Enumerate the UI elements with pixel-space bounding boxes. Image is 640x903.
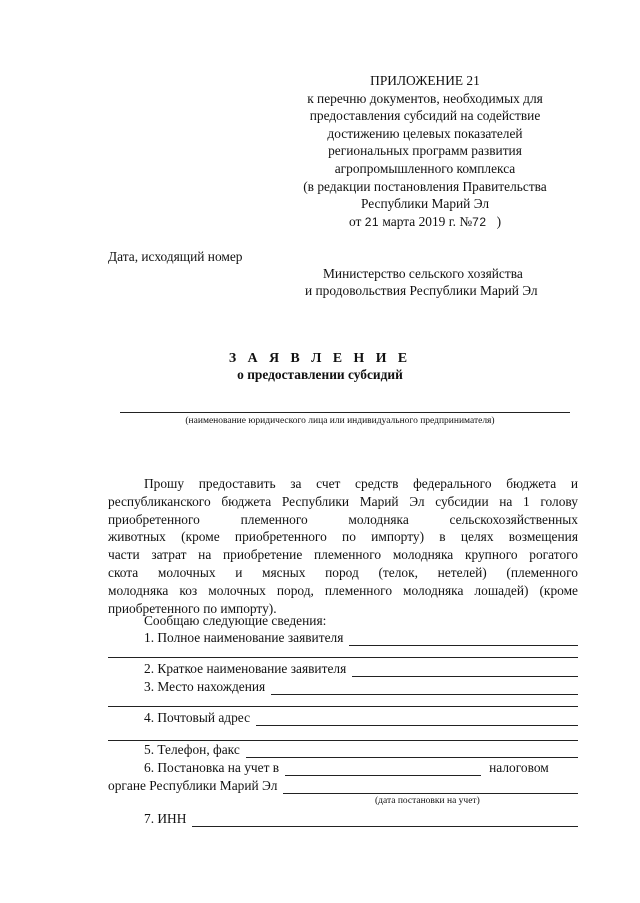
- field-postal-address: [144, 710, 578, 726]
- recipient-line-2: и продовольствия Республики Марий Эл: [305, 283, 538, 298]
- paragraph-line: приобретенного племенного молодняка сельскохозяйственных: [108, 511, 578, 527]
- date-number-label: Дата, исходящий номер: [108, 249, 243, 264]
- field-phone-fax: [144, 742, 578, 758]
- field-location: [144, 679, 578, 695]
- field-short-name: [144, 661, 578, 677]
- resolution-number: 72: [472, 214, 487, 229]
- field-location-continuation[interactable]: [108, 706, 578, 707]
- field-inn-label: 7. ИНН: [144, 811, 187, 826]
- field-tax-registration: [144, 760, 578, 776]
- field-phone-fax-label: 5. Телефон, факс: [144, 742, 240, 757]
- paragraph-line: скота молочных и мясных пород (телок, нетелей) (племенного: [108, 564, 578, 580]
- field-full-name: [144, 630, 578, 646]
- appendix-line: к перечню документов, необходимых для: [307, 90, 543, 106]
- field-tax-authority-label: органе Республики Марий Эл: [108, 778, 278, 793]
- date-day: 21: [364, 214, 380, 229]
- tax-registration-date-caption: (дата постановки на учет): [375, 796, 480, 806]
- appendix-line: предоставления субсидий на содействие: [309, 108, 541, 124]
- request-paragraph: [108, 475, 578, 617]
- appendix-line: региональных программ развития: [328, 143, 522, 159]
- appendix-line: Республики Марий Эл: [360, 196, 490, 212]
- paragraph-line: части затрат на приобретение племенного молодняка крупного рогатого: [108, 547, 578, 563]
- appendix-line: достижению целевых показателей: [327, 125, 523, 141]
- recipient-line-1: Министерство сельского хозяйства: [323, 266, 523, 281]
- appendix-line: (в редакции постановления Правительства: [303, 178, 547, 194]
- field-postal-address-input[interactable]: [256, 713, 578, 726]
- field-full-name-label: 1. Полное наименование заявителя: [144, 630, 344, 645]
- field-tax-registration-input[interactable]: [285, 763, 481, 776]
- field-phone-fax-input[interactable]: [246, 745, 578, 758]
- appendix-title: ПРИЛОЖЕНИЕ 21: [370, 73, 480, 88]
- document-subtitle: о предоставлении субсидий: [237, 367, 403, 382]
- paragraph-line: республиканского бюджета Республики Марий Эл субсидии на 1 голову: [108, 493, 578, 509]
- field-postal-address-continuation[interactable]: [108, 740, 578, 741]
- field-tax-registration-label-2: налоговом: [489, 760, 549, 775]
- document-title: З А Я В Л Е Н И Е: [228, 350, 412, 365]
- field-short-name-input[interactable]: [352, 664, 578, 677]
- field-tax-registration-label: 6. Постановка на учет в: [144, 760, 280, 775]
- applicant-caption: (наименование юридического лица или индивидуального предпринимателя): [185, 416, 495, 426]
- paragraph-line: животных (кроме приобретенного по импорту) в целях возмещения: [108, 529, 578, 545]
- field-tax-registration-date-input[interactable]: [283, 781, 578, 794]
- field-location-label: 3. Место нахождения: [144, 679, 266, 694]
- field-full-name-continuation[interactable]: [108, 657, 578, 658]
- inform-line: Сообщаю следующие сведения:: [144, 613, 327, 628]
- field-full-name-input[interactable]: [349, 633, 578, 646]
- paragraph-line: молодняка коз молочных пород, племенного молодняка лошадей) (кроме: [108, 582, 578, 598]
- date-close-paren: ): [496, 213, 502, 229]
- field-inn: [144, 811, 578, 827]
- paragraph-line: приобретенного по импорту).: [108, 600, 277, 616]
- field-inn-input[interactable]: [192, 814, 578, 827]
- appendix-date-line: [260, 213, 590, 232]
- date-month-year: марта 2019 г. №: [382, 213, 473, 229]
- applicant-name-line[interactable]: [120, 412, 570, 413]
- appendix-header: [260, 72, 590, 231]
- appendix-line: агропромышленного комплекса: [334, 160, 516, 176]
- paragraph-line: Прошу предоставить за счет средств федерального бюджета и: [144, 476, 578, 491]
- field-short-name-label: 2. Краткое наименование заявителя: [144, 661, 347, 676]
- field-location-input[interactable]: [271, 682, 578, 695]
- date-prefix: от: [348, 213, 362, 229]
- field-postal-address-label: 4. Почтовый адрес: [144, 710, 251, 725]
- field-tax-authority: [108, 778, 578, 794]
